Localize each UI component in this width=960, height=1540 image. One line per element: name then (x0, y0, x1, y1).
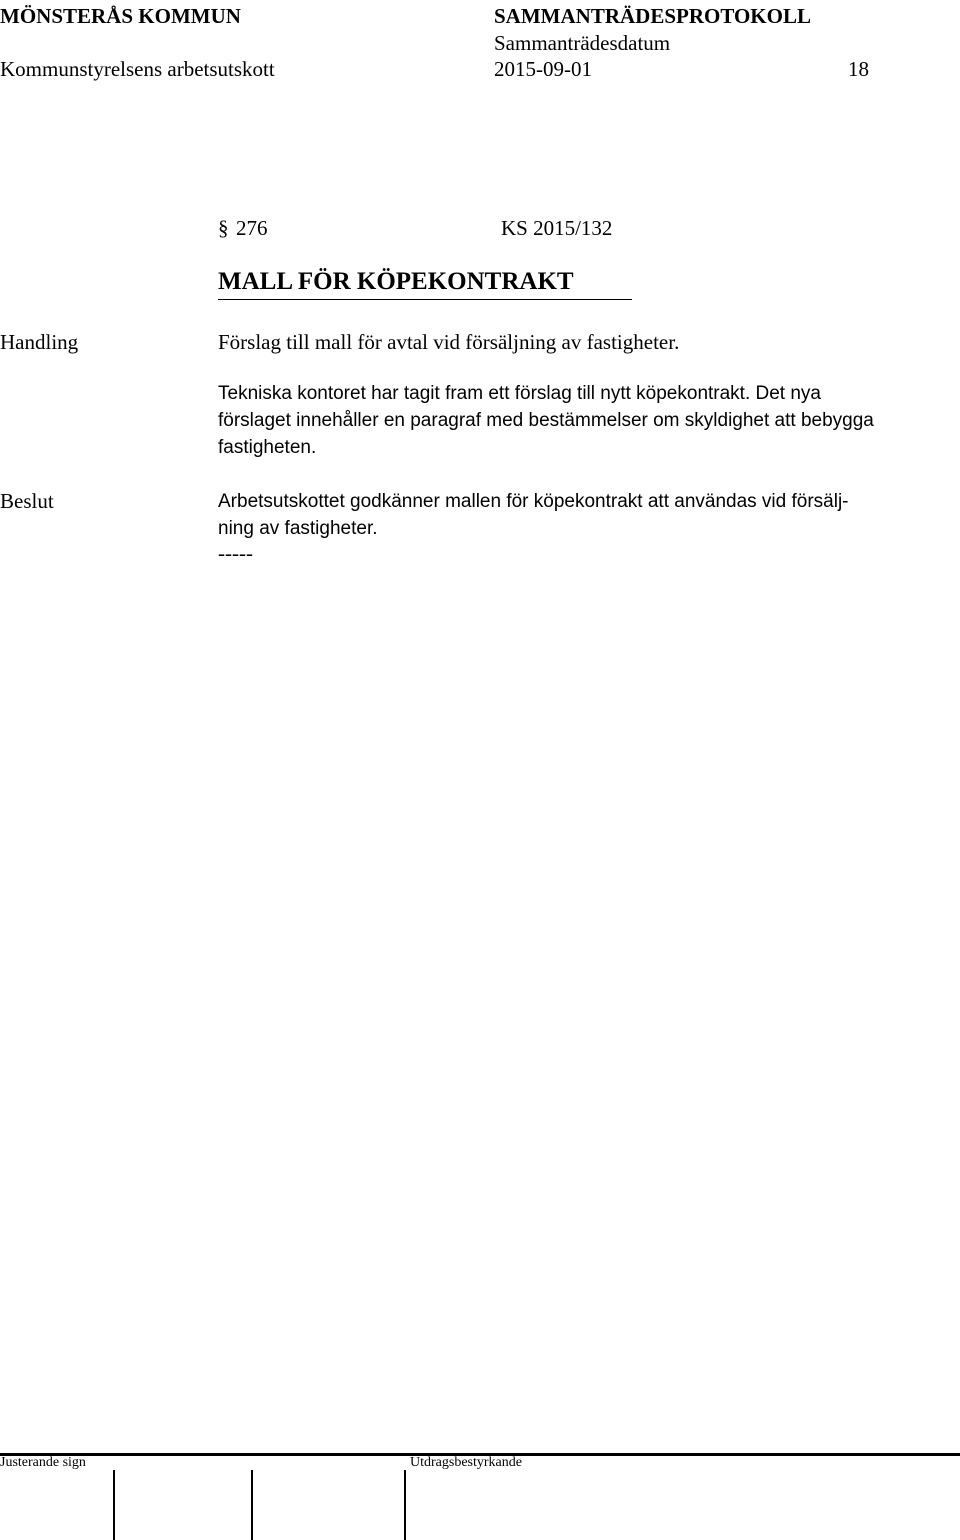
handling-text: Förslag till mall för avtal vid försäljning av fastigheter. (218, 330, 680, 354)
description-line-3: fastigheten. (218, 437, 317, 458)
case-number: KS 2015/132 (501, 216, 613, 240)
handling-label: Handling (0, 330, 79, 354)
signature-box-divider-3 (404, 1470, 406, 1540)
beslut-line-2: ning av fastigheter. (218, 518, 378, 539)
page-number: 18 (848, 57, 869, 81)
section-number: 276 (236, 216, 268, 240)
description-line-1: Tekniska kontoret har tagit fram ett förslag till nytt köpekontrakt. Det nya (218, 383, 821, 404)
signature-box-divider-1 (113, 1470, 115, 1540)
meeting-date: 2015-09-01 (494, 57, 592, 81)
date-label: Sammanträdesdatum (494, 31, 671, 55)
document-type: SAMMANTRÄDESPROTOKOLL (494, 4, 811, 28)
end-marker: ----- (218, 541, 253, 565)
item-title: MALL FÖR KÖPEKONTRAKT (218, 268, 574, 295)
utdragsbestyrkande-label: Utdragsbestyrkande (410, 1455, 522, 1470)
committee-name: Kommunstyrelsens arbetsutskott (0, 57, 275, 81)
municipality-name: MÖNSTERÅS KOMMUN (0, 4, 241, 28)
beslut-label: Beslut (0, 489, 54, 513)
signature-box-divider-2 (251, 1470, 253, 1540)
justerande-sign-label: Justerande sign (0, 1455, 86, 1470)
title-underline (218, 299, 632, 300)
description-line-2: förslaget innehåller en paragraf med bestämmelser om skyldighet att bebygga (218, 410, 874, 431)
section-symbol: § (218, 216, 229, 240)
beslut-line-1: Arbetsutskottet godkänner mallen för köpekontrakt att användas vid försälj- (218, 491, 849, 512)
